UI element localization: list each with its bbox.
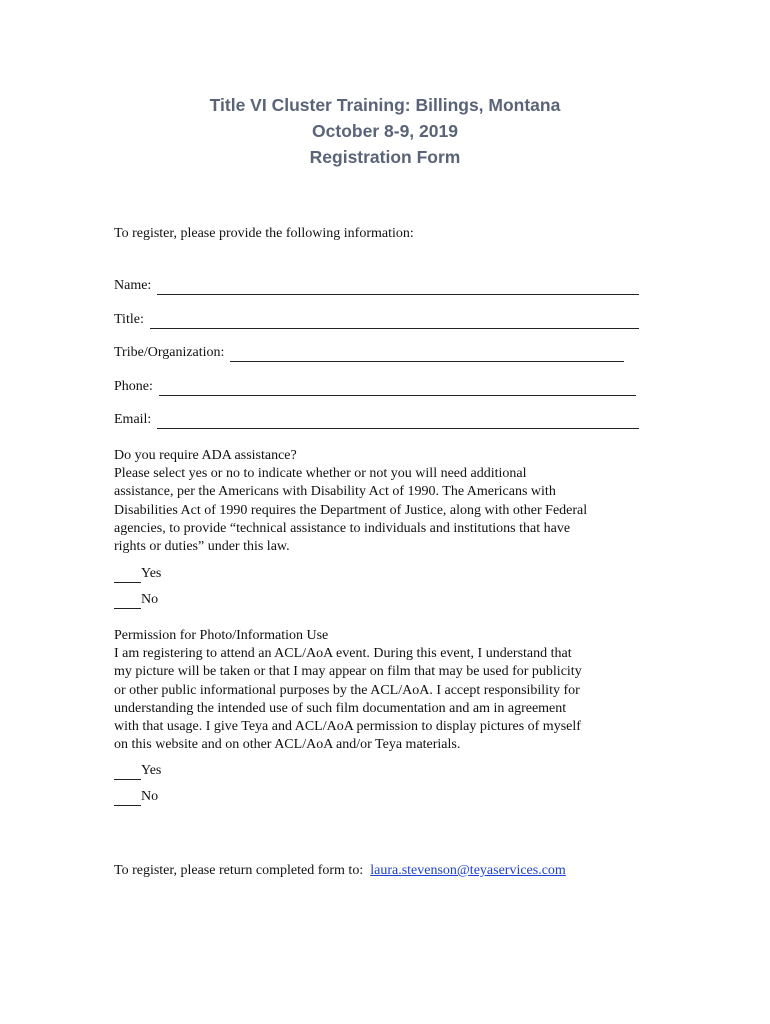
ada-no-label: No [141, 592, 159, 607]
ada-text-line: Please select yes or no to indicate whether or not you will need additional [114, 466, 527, 482]
ada-no-blank[interactable] [114, 594, 141, 609]
ada-text-line: rights or duties” under this law. [114, 539, 290, 555]
title-field[interactable] [150, 314, 639, 329]
permission-section [114, 627, 659, 754]
permission-yes-blank[interactable] [114, 765, 141, 780]
phone-field[interactable] [159, 381, 636, 396]
permission-text-line: understanding the intended use of such film documentation and am in agreement [114, 700, 567, 716]
return-email-link[interactable]: laura.stevenson@teyaservices.com [370, 863, 566, 878]
ada-question: Do you require ADA assistance? [114, 448, 297, 463]
phone-field-row [114, 378, 636, 396]
org-field-row [114, 344, 624, 362]
org-label: Tribe/Organization: [114, 345, 225, 360]
form-title: Title VI Cluster Training: Billings, Montana [209, 95, 561, 115]
ada-text-line: agencies, to provide “technical assistance to individuals and institutions that have [114, 520, 571, 536]
name-field-row [114, 277, 639, 295]
return-instructions [114, 862, 566, 880]
form-date: October 8-9, 2019 [312, 121, 458, 141]
ada-no-option[interactable] [114, 591, 158, 609]
permission-no-label: No [141, 789, 159, 804]
permission-yes-option[interactable] [114, 762, 161, 780]
permission-yes-label: Yes [141, 763, 162, 778]
intro-text: To register, please provide the following information: [114, 226, 414, 241]
form-subtitle: Registration Form [309, 147, 461, 167]
return-text: To register, please return completed form to: [114, 863, 364, 878]
ada-section [114, 447, 659, 556]
ada-text-line: Disabilities Act of 1990 requires the Department of Justice, along with other Federal [114, 502, 588, 518]
ada-text-line: assistance, per the Americans with Disability Act of 1990. The Americans with [114, 484, 556, 500]
permission-no-blank[interactable] [114, 791, 141, 806]
phone-label: Phone: [114, 379, 153, 394]
permission-text-line: with that usage. I give Teya and ACL/AoA permission to display pictures of myself [114, 719, 581, 735]
ada-yes-label: Yes [141, 566, 162, 581]
org-field[interactable] [230, 347, 624, 362]
email-label: Email: [114, 412, 152, 427]
permission-text-line: on this website and on other ACL/AoA and/or Teya materials. [114, 737, 461, 753]
name-field[interactable] [157, 280, 639, 295]
email-field-row [114, 411, 639, 429]
email-field[interactable] [157, 414, 639, 429]
permission-text-line: I am registering to attend an ACL/AoA event. During this event, I understand that [114, 646, 572, 662]
title-field-row [114, 311, 639, 329]
permission-text-line: my picture will be taken or that I may appear on film that may be used for publicity [114, 664, 582, 680]
ada-yes-option[interactable] [114, 565, 161, 583]
permission-heading: Permission for Photo/Information Use [114, 628, 329, 643]
permission-no-option[interactable] [114, 788, 158, 806]
permission-text-line: or other public informational purposes by the ACL/AoA. I accept responsibility for [114, 682, 580, 698]
name-label: Name: [114, 278, 152, 293]
ada-yes-blank[interactable] [114, 568, 141, 583]
title-label: Title: [114, 312, 144, 327]
